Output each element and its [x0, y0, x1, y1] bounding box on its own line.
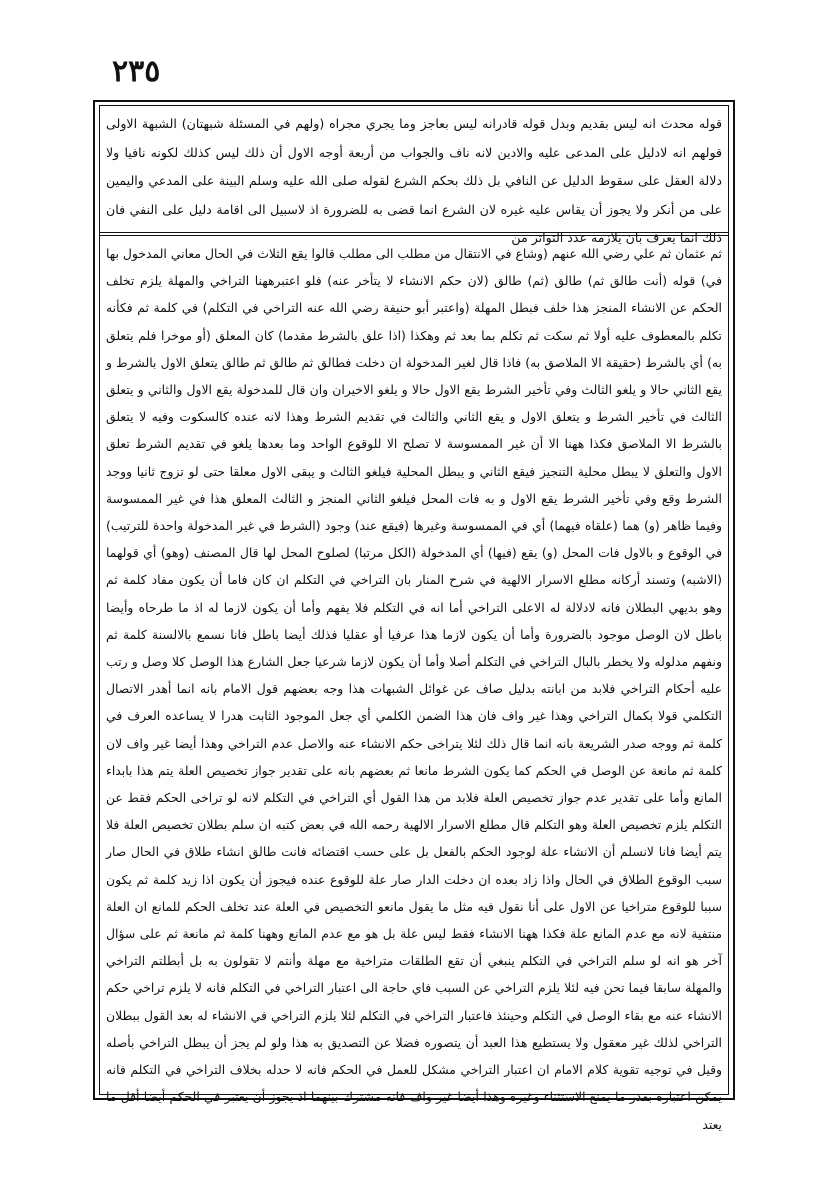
upper-paragraph: قوله محدث انه ليس بقديم وبدل قوله قادرانه ليس بعاجز وما يجري مجراه (ولهم في المسئلة شبهتان) الشبهة الاولى قولهم انه لادليل على المدعى عليه والادين لانه ناف والجواب من أربعة أوجه الاول أن ذلك ليس كذلك لكونه نافيا ولا دلالة العقل على سقوط الدليل عن النافي بل ذلك بحكم الشرع لقوله صلى الله عليه وسلم البينة على المدعي واليمين على من أنكر ولا يجوز أن يقاس عليه غيره لان الشرع انما قضى به للضرورة اذ لاسبيل الى اقامة دليل على النفي فان ذلك انما يعرف بان يلازمه عدد التواتر من [106, 116, 722, 245]
section-divider [99, 232, 729, 236]
main-text-block [106, 240, 722, 1132]
upper-text-block [106, 110, 722, 245]
page-number: ٢٣٥ [112, 54, 161, 89]
main-paragraph: ثم عثمان ثم علي رضي الله عنهم (وشاع في الانتقال من مطلب الى مطلب قالوا يقع الثلاث في الحال معاني المدخول بها في) قوله (أنت طالق ثم) طالق (ثم) طالق (لان حكم الانشاء لا يتأخر عنه) فلو اعتبرههنا التراخي والمهلة يلزم تخلف الحكم عن الانشاء المنجز هذا خلف فبطل المهلة (واعتبر أبو حنيفة رضي الله عنه التراخي في التكلم) في كلمة ثم فكأنه تكلم بالمعطوف عليه أولا ثم سكت ثم تكلم بما بعد ثم وهكذا (اذا علق بالشرط مقدما) كان المعلق (أو موخرا فلم يتعلق به) أي بالشرط (حقيقة الا الملاصق به) فاذا قال لغير المدخولة ان دخلت فطالق ثم طالق ثم طالق يتعلق الاول بالشرط و يقع الثاني حالا و يلغو الثالث وفي تأخير الشرط يقع الاول حالا و يلغو الاخيران وان قال للمدخولة يقع الاول والثاني و يتعلق الثالث في تأخير الشرط و يتعلق الاول و يقع الثاني والثالث في تقديم الشرط وهذا لانه عنده كالسكوت وفيه لا يتعلق بالشرط الا الملاصق فكذا ههنا الا أن غير الممسوسة لا تصلح الا للوقوع الواحد وما بعدها يلغو في تقديم الشرط تعلق الاول والتعلق لا يبطل محلية التنجيز فيقع الثاني و يبطل المحلية فيلغو الثالث و يبقى الاول معلقا حتى لو تزوج ثانيا ووجد الشرط وقع وفي تأخير الشرط يقع الاول و به فات المحل فيلغو الثاني المنجز و الثالث المعلق هذا في غير الممسوسة وفيما ظاهر (و) هما (علقاه فيهما) أي في الممسوسة وغيرها (فيقع عند) وجود (الشرط في غير المدخولة واحدة للترتيب) في الوقوع و بالاول فات المحل (و) يقع (فيها) أي المدخولة (الكل مرتبا) لصلوح المحل لها قال المصنف (وهو) أي قولهما (الاشبه) وتسند أركانه مطلع الاسرار الالهية في شرح المنار بان التراخي في التكلم ان كان فاما أن يكون مفاد كلمة ثم وهو بديهي البطلان فانه لادلالة له الاعلى التراخي أما انه في التكلم فلا يفهم وأما أن يكون لازما له اذ ما طرحاه وأيضا باطل لان الوصل موجود بالضرورة وأما أن يكون لازما هذا عرفيا أو عقليا فذلك أيضا باطل فانا نسمع بالالسنة كلمة ثم ونفهم مدلوله ولا يخطر بالبال التراخي في التكلم أصلا وأما أن يكون لازما شرعيا جعل الشارع هذا الوصل كلا وصل و رتب عليه أحكام التراخي فلابد من ابانته بدليل صاف عن غوائل الشبهات هذا وجه بعضهم قول الامام بانه انما أهدر الاتصال التكلمي قولا بكمال التراخي وهذا غير واف فان هذا الضمن الكلمي أي جعل الموجود الثابت هدرا لا يساعده العرف في كلمة ثم ووجه صدر الشريعة بانه انما قال ذلك لئلا يتراخى حكم الانشاء عنه والاصل عدم التراخي وهذا أيضا غير واف لان كلمة ثم مانعة عن الوصل في الحكم كما يكون الشرط مانعا ثم بعضهم بانه على تقدير جواز تخصيص العلة يتم هذا بابداء المانع وأما على تقدير عدم جواز تخصيص العلة فلابد من هذا القول أي التراخي في التكلم لانه لو تراخى الحكم فقط عن التكلم يلزم تخصيص العلة وهو التكلم قال مطلع الاسرار الالهية رحمه الله في بعض كتبه ان سلم بطلان تخصيص العلة فلا يتم أيضا فانا لانسلم أن الانشاء علة لوجود الحكم بالفعل بل على حسب اقتضائه فانت طالق انشاء طلاق في الحال صار سبب الوقوع الطلاق في الحال واذا زاد بعده ان دخلت الدار صار علة للوقوع عنده فيجوز أن يكون اذا زيد كلمة ثم يكون سببا للوقوع متراخيا عن الاول على أنا نقول فيه مثل ما يقول مانعو التخصيص في العلة عند تخلف الحكم للمانع ان العلة منتفية لانه مع عدم المانع علة فكذا ههنا الانشاء فقط ليس علة بل هو مع عدم المانع وههنا كلمة ثم مانعة ثم على سؤال آخر هو انه لو سلم التراخي في التكلم ينبغي أن تقع الطلقات متراخية مع مهلة وأنتم لا تقولون به بل أبطلتم التراخي والمهلة سابقا فيما تحن فيه لئلا يلزم التراخي عن السبب فاي حاجة الى اعتبار التراخي في التكلم فانه لا يلزم تراخي حكم الانشاء عنه مع بقاء الوصل في التكلم وحينئذ فاعتبار التراخي في التكلم لئلا يلزم التراخي في الانشاء له بعد القول ببطلان التراخي لذلك غير معقول ولا يستطيع هذا العبد أن يتصوره فضلا عن التصديق به هذا ولو لم يجز أن يبطل التراخي بأصله وقيل في توجيه تقوية كلام الامام ان اعتبار التراخي مشكل للعمل في الحكم فانه لا حدله بخلاف التراخي في التكلم فانه يمكن اعتباره بقدر ما يمنع الاستثناء وغيره وهذا أيضا غير واف فانه مشترك بينهما اذ يجوز أن يعتبر في الحكم أيضا أقل ما يعتد [106, 246, 722, 1132]
